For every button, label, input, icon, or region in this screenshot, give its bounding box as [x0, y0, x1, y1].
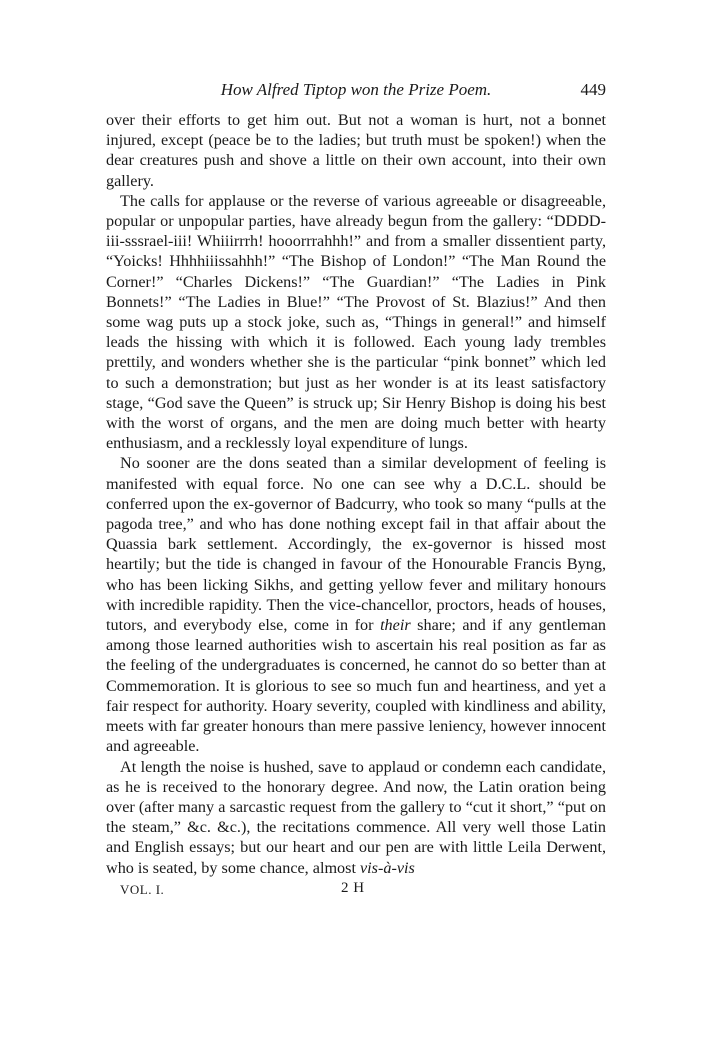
running-header [106, 76, 606, 106]
paragraph-4-text: At length the noise is hushed, save to applaud or condemn each candidate, as he is received to the honorary degree. And now, the Latin oration being over (after many a sarcastic request from the gallery to “cut it short,” “put on the steam,” &c. &c.), the recitations commence. All very well those Latin and English essays; but our heart and our pen are with little Leila Derwent, who is seated, by some chance, almost [106, 757, 606, 877]
page-footer [106, 879, 606, 902]
emphasis-their: their [380, 616, 411, 635]
emphasis-vis-a-vis: vis-à-vis [360, 858, 415, 877]
paragraph-2: The calls for applause or the reverse of various agreeable or disagreeable, popular or unpopular parties, have already begun from the gallery: “DDDD-iii-sssrael-iii! Whiiirrrh! hooorrrahhh!” and from a smaller dissentient party, “Yoicks! Hhhhiiissahhh!” “The Bishop of London!” “The Man Round the Corner!” “Charles Dickens!” “The Guardian!” “The Ladies in Pink Bonnets!” “The Ladies in Blue!” “The Provost of St. Blazius!” And then some wag puts up a stock joke, such as, “Things in general!” and himself leads the hissing with which it is followed. Each young lady trembles prettily, and wonders whether she is the particular “pink bonnet” which led to such a demonstration; but just as her wonder is at its least satisfactory stage, “God save the Queen” is struck up; Sir Henry Bishop is doing his best with the worst of organs, and the men are doing much better with hearty enthusiasm, and a recklessly loyal expenditure of lungs. [106, 191, 606, 453]
paragraph-4 [106, 757, 606, 878]
volume-label: VOL. I. [120, 881, 165, 897]
paragraph-1: over their efforts to get him out. But not a woman is hurt, not a bonnet injured, except (peace be to the ladies; but truth must be spoken!) when the dear creatures push and shove a little on their own account, into their own gallery. [106, 111, 606, 190]
book-page [106, 76, 606, 902]
page-number: 449 [580, 80, 606, 99]
paragraph-3 [106, 453, 606, 756]
signature-mark: 2 H [341, 879, 365, 896]
paragraph-3-text-a: No sooner are the dons seated than a similar development of feeling is manifested with equal force. No one can see why a D.C.L. should be conferred upon the ex-governor of Badcurry, who took so many “pulls at the pagoda tree,” and who has done nothing except fail in that affair about the Quassia bark settlement. Accordingly, the ex-governor is hissed most heartily; but the tide is changed in favour of the Honourable Francis Byng, who has been licking Sikhs, and getting yellow fever and military honours with incredible rapidity. Then the vice-chancellor, proctors, heads of houses, tutors, and everybody else, come in for [106, 454, 606, 635]
paragraph-3-text-b: share; and if any gentleman among those learned authorities wish to ascertain his real position as far as the feeling of the undergraduates is concerned, he cannot do so better than at Commemoration. It is glorious to see so much fun and heartiness, and yet a fair respect for authority. Hoary severity, coupled with kindliness and ability, meets with far greater honours than mere passive leniency, however innocent and agreeable. [106, 616, 606, 756]
body-text [106, 110, 606, 878]
running-title: How Alfred Tiptop won the Prize Poem. [220, 80, 492, 99]
